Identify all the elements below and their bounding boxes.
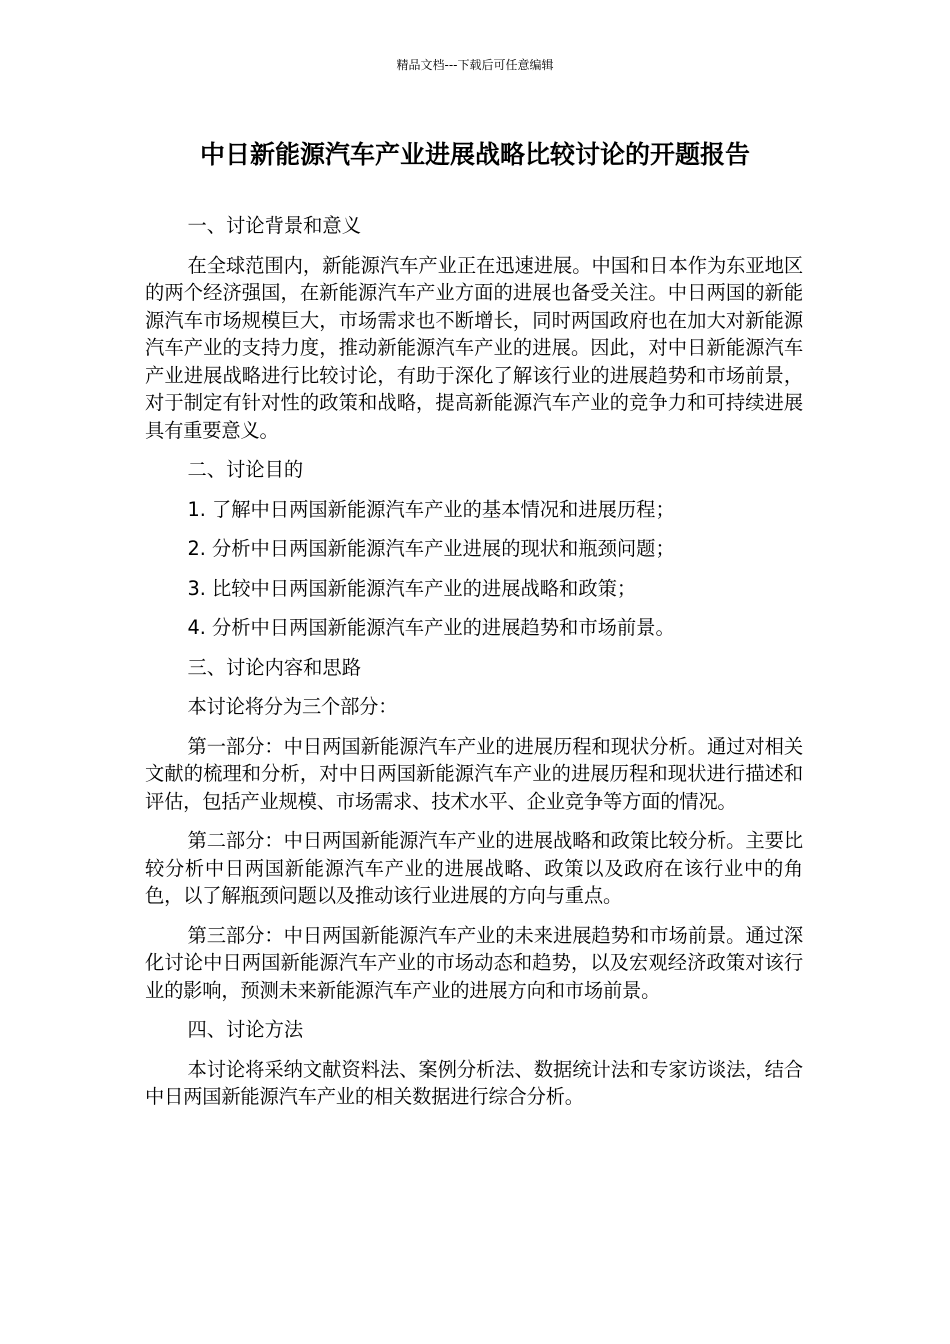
- purpose-item: 3. 比较中日两国新能源汽车产业的进展战略和政策；: [187, 576, 637, 600]
- background-paragraph: 在全球范围内，新能源汽车产业正在迅速进展。中国和日本作为东亚地区的两个经济强国，在新能源汽车产业方面的进展也备受关注。中日两国的新能源汽车市场规模巨大，市场需求也不断增长，同时两国政府也在加大对新能源汽车产业的支持力度，推动新能源汽车产业的进展。因此，对中日新能源汽车产业进展战略进行比较讨论，有助于深化了解该行业的进展趋势和市场前景，对于制定有针对性的政策和战略，提高新能源汽车产业的竞争力和可持续进展具有重要意义。: [145, 253, 803, 442]
- document-title: 中日新能源汽车产业进展战略比较讨论的开题报告: [199, 140, 750, 169]
- content-intro: 本讨论将分为三个部分：: [187, 695, 398, 718]
- section-heading-content: 三、讨论内容和思路: [187, 655, 361, 679]
- content-part-one: 第一部分：中日两国新能源汽车产业的进展历程和现状分析。通过对相关文献的梳理和分析，对中日两国新能源汽车产业的进展历程和现状进行描述和评估，包括产业规模、市场需求、技术水平、企业竞争等方面的情况。: [145, 734, 803, 813]
- purpose-item: 1. 了解中日两国新能源汽车产业的基本情况和进展历程；: [187, 497, 675, 521]
- section-heading-purpose: 二、讨论目的: [187, 458, 304, 481]
- section-heading-background: 一、讨论背景和意义: [187, 214, 361, 237]
- purpose-item: 2. 分析中日两国新能源汽车产业进展的现状和瓶颈问题；: [187, 537, 675, 560]
- content-part-two: 第二部分：中日两国新能源汽车产业的进展战略和政策比较分析。主要比较分析中日两国新能源汽车产业的进展战略、政策以及政府在该行业中的角色，以了解瓶颈问题以及推动该行业进展的方向与重点。: [145, 829, 803, 907]
- purpose-item: 4. 分析中日两国新能源汽车产业的进展趋势和市场前景。: [187, 616, 675, 639]
- page-header: 精品文档---下载后可任意编辑: [396, 58, 554, 72]
- content-part-three: 第三部分：中日两国新能源汽车产业的未来进展趋势和市场前景。通过深化讨论中日两国新能源汽车产业的市场动态和趋势，以及宏观经济政策对该行业的影响，预测未来新能源汽车产业的进展方向和市场前景。: [145, 923, 803, 1002]
- method-paragraph: 本讨论将采纳文献资料法、案例分析法、数据统计法和专家访谈法，结合中日两国新能源汽车产业的相关数据进行综合分析。: [145, 1057, 803, 1108]
- document-body: [145, 212, 803, 1123]
- section-heading-method: 四、讨论方法: [187, 1018, 304, 1041]
